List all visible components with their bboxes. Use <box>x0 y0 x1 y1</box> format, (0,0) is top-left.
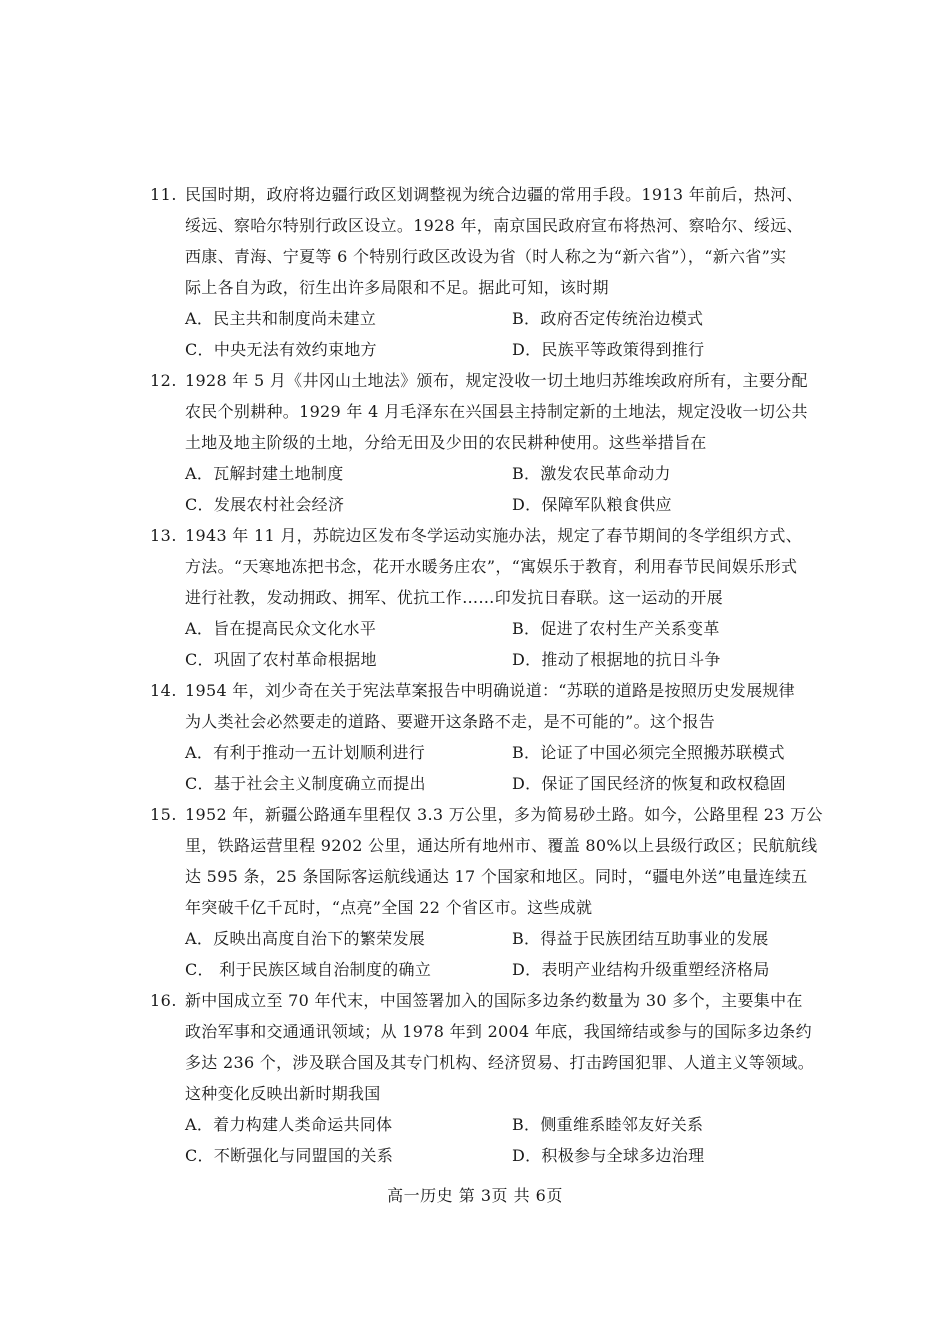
question-stem-line: 1954 年，刘少奇在关于宪法草案报告中明确说道：“苏联的道路是按照历史发展规律 <box>185 681 795 700</box>
option-a: A．着力构建人类命运共同体 <box>185 1115 393 1134</box>
question-stem-line: 进行社教，发动拥政、拥军、优抗工作……印发抗日春联。这一运动的开展 <box>185 588 723 607</box>
question-stem-line: 西康、青海、宁夏等 6 个特别行政区改设为省（时人称之为“新六省”），“新六省”实 <box>185 247 787 266</box>
question-number: 16. <box>150 991 177 1010</box>
option-c: C．中央无法有效约束地方 <box>185 340 377 359</box>
question-stem-line: 绥远、察哈尔特别行政区设立。1928 年，南京国民政府宣布将热河、察哈尔、绥远、 <box>185 216 803 235</box>
option-a: A．反映出高度自治下的繁荣发展 <box>185 929 426 948</box>
option-d: D．推动了根据地的抗日斗争 <box>512 650 721 669</box>
question-stem-line: 1928 年 5 月《井冈山土地法》颁布，规定没收一切土地归苏维埃政府所有，主要分配 <box>185 371 808 390</box>
question-stem-line: 民国时期，政府将边疆行政区划调整视为统合边疆的常用手段。1913 年前后，热河、 <box>185 185 803 204</box>
question-stem-line: 1943 年 11 月，苏皖边区发布冬学运动实施办法，规定了春节期间的冬学组织方式、 <box>185 526 802 545</box>
option-a: A．有利于推动一五计划顺利进行 <box>185 743 426 762</box>
question-stem-line: 多达 236 个，涉及联合国及其专门机构、经济贸易、打击跨国犯罪、人道主义等领域。 <box>185 1053 815 1072</box>
question-stem-line: 土地及地主阶级的土地，分给无田及少田的农民耕种使用。这些举措旨在 <box>185 433 707 452</box>
question-number: 15. <box>150 805 177 824</box>
option-d: D．民族平等政策得到推行 <box>512 340 705 359</box>
question-stem-line: 1952 年，新疆公路通车里程仅 3.3 万公里，多为简易砂土路。如今，公路里程 23 万公 <box>185 805 823 824</box>
option-c: C． 利于民族区域自治制度的确立 <box>185 960 432 979</box>
option-a: A．民主共和制度尚未建立 <box>185 309 377 328</box>
question-number: 13. <box>150 526 177 545</box>
option-a: A．瓦解封建土地制度 <box>185 464 344 483</box>
question-stem-line: 年突破千亿千瓦时，“点亮”全国 22 个省区市。这些成就 <box>185 898 593 917</box>
question-stem-line: 达 595 条，25 条国际客运航线通达 17 个国家和地区。同时，“疆电外送”电量连续五 <box>185 867 808 886</box>
option-c: C．基于社会主义制度确立而提出 <box>185 774 426 793</box>
option-c: C．发展农村社会经济 <box>185 495 345 514</box>
question-stem-line: 方法。“天寒地冻把书念，花开水暖务庄农”，“寓娱乐于教育，利用春节民间娱乐形式 <box>185 557 798 576</box>
option-b: B．促进了农村生产关系变革 <box>512 619 720 638</box>
option-d: D．表明产业结构升级重塑经济格局 <box>512 960 770 979</box>
option-d: D．保证了国民经济的恢复和政权稳固 <box>512 774 786 793</box>
question-stem-line: 新中国成立至 70 年代末，中国签署加入的国际多边条约数量为 30 多个，主要集中在 <box>185 991 803 1010</box>
option-b: B．激发农民革命动力 <box>512 464 671 483</box>
option-b: B．得益于民族团结互助事业的发展 <box>512 929 769 948</box>
option-b: B．政府否定传统治边模式 <box>512 309 704 328</box>
question-stem-line: 农民个别耕种。1929 年 4 月毛泽东在兴国县主持制定新的土地法，规定没收一切公共 <box>185 402 808 421</box>
question-stem-line: 政治军事和交通通讯领域；从 1978 年到 2004 年底，我国缔结或参与的国际多边条约 <box>185 1022 812 1041</box>
question-stem-line: 为人类社会必然要走的道路、要避开这条路不走，是不可能的”。这个报告 <box>185 712 716 731</box>
option-b: B．论证了中国必须完全照搬苏联模式 <box>512 743 785 762</box>
question-number: 11. <box>150 185 177 204</box>
option-d: D．积极参与全球多边治理 <box>512 1146 705 1165</box>
question-stem-line: 这种变化反映出新时期我国 <box>185 1084 381 1103</box>
option-a: A．旨在提高民众文化水平 <box>185 619 377 638</box>
question-stem-line: 际上各自为政，衍生出许多局限和不足。据此可知，该时期 <box>185 278 609 297</box>
option-b: B．侧重维系睦邻友好关系 <box>512 1115 704 1134</box>
page-footer: 高一历史 第 3页 共 6页 <box>387 1186 563 1205</box>
option-c: C．不断强化与同盟国的关系 <box>185 1146 394 1165</box>
option-c: C．巩固了农村革命根据地 <box>185 650 377 669</box>
option-d: D．保障军队粮食供应 <box>512 495 672 514</box>
question-number: 12. <box>150 371 177 390</box>
question-stem-line: 里，铁路运营里程 9202 公里，通达所有地州市、覆盖 80%以上县级行政区；民航航线 <box>185 836 818 855</box>
question-number: 14. <box>150 681 177 700</box>
